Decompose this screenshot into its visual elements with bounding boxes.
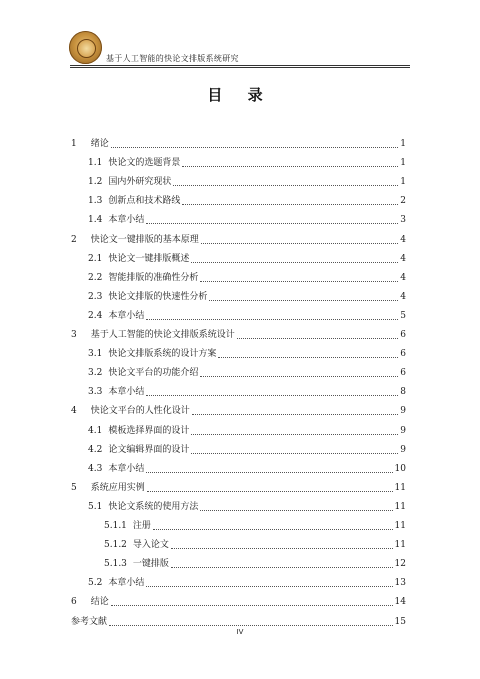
toc-entry-title: 参考文献 [71, 616, 108, 627]
toc-dot-leader [200, 375, 398, 377]
toc-entry-number: 2.3 [88, 291, 103, 302]
toc-dot-leader [171, 566, 393, 568]
toc-entry[interactable] [88, 309, 406, 323]
toc-dot-leader [192, 413, 399, 415]
toc-entry[interactable] [88, 213, 406, 227]
toc-dot-leader [237, 337, 399, 339]
toc-entry-page: 15 [394, 616, 406, 627]
toc-dot-leader [146, 585, 392, 587]
toc-entry-page: 3 [400, 215, 406, 226]
toc-entry-title: 快论文排版的快速性分析 [108, 291, 208, 302]
toc-entry[interactable] [88, 252, 406, 266]
toc-entry-page: 9 [400, 444, 406, 455]
toc-entry[interactable] [104, 557, 406, 571]
toc-entry[interactable] [71, 481, 406, 495]
toc-entry-number: 1.2 [88, 177, 103, 188]
toc-entry-number: 6 [71, 597, 77, 608]
toc-dot-leader [111, 604, 393, 606]
toc-entry-number: 5.1 [88, 501, 103, 512]
toc-entry-title: 结论 [90, 597, 109, 608]
toc-entry-title: 快论文排版系统的设计方案 [108, 349, 217, 360]
page-title: 目 录 [207, 86, 273, 104]
toc-entry-page: 11 [394, 540, 406, 551]
toc-entry-number: 1.4 [88, 215, 103, 226]
toc-dot-leader [171, 547, 393, 549]
toc-entry[interactable] [88, 347, 406, 361]
toc-entry-number: 2.2 [88, 272, 103, 283]
toc-dot-leader [191, 433, 398, 435]
toc-dot-leader [111, 146, 399, 148]
toc-entry-page: 11 [394, 521, 406, 531]
toc-entry-page: 12 [394, 559, 406, 570]
header-title: 基于人工智能的快论文排版系统研究 [106, 54, 239, 63]
toc-entry[interactable] [88, 175, 406, 189]
toc-entry-number: 2 [71, 234, 77, 245]
toc-dot-leader [200, 509, 392, 511]
toc-entry[interactable] [88, 194, 406, 208]
toc-entry-number: 5.1.1 [104, 521, 127, 531]
toc-entry[interactable] [88, 424, 406, 438]
toc-entry-title: 快论文系统的使用方法 [108, 501, 199, 512]
toc-entry-title: 快论文平台的功能介绍 [108, 368, 199, 379]
toc-entry-title: 基于人工智能的快论文排版系统设计 [90, 330, 235, 340]
toc-entry-page: 1 [400, 177, 406, 188]
toc-entry-title: 注册 [132, 521, 151, 531]
toc-entry-title: 系统应用实例 [90, 482, 145, 493]
toc-entry-number: 5.1.3 [104, 559, 127, 570]
toc-entry-title: 快论文平台的人性化设计 [90, 406, 190, 417]
toc-entry[interactable] [88, 271, 406, 285]
toc-entry[interactable] [71, 233, 406, 247]
toc-entry-number: 3.3 [88, 387, 103, 398]
toc-entry-title: 一键排版 [132, 559, 169, 570]
toc-entry-title: 本章小结 [108, 215, 145, 226]
toc-entry[interactable] [88, 385, 406, 399]
toc-entry[interactable] [88, 366, 406, 380]
toc-dot-leader [146, 394, 398, 396]
toc-dot-leader [200, 280, 398, 282]
toc-entry[interactable] [71, 328, 406, 342]
toc-entry-title: 快论文一键排版概述 [108, 253, 190, 264]
toc-entry-title: 论文编辑界面的设计 [108, 444, 190, 455]
toc-entry-number: 1.1 [88, 158, 103, 169]
toc-entry-page: 4 [400, 253, 406, 264]
toc-entry-number: 4.3 [88, 463, 103, 474]
toc-entry[interactable] [104, 538, 406, 552]
toc-entry-number: 5.1.2 [104, 540, 127, 551]
toc-entry-page: 4 [400, 272, 406, 283]
toc-entry-page: 4 [400, 234, 406, 245]
toc-dot-leader [146, 318, 398, 320]
toc-entry-page: 1 [400, 139, 406, 149]
toc-entry-number: 4.2 [88, 444, 103, 455]
toc-entry-title: 本章小结 [108, 387, 145, 398]
toc-entry-title: 导入论文 [132, 540, 169, 551]
toc-entry[interactable] [88, 443, 406, 457]
toc-entry-page: 14 [394, 597, 406, 608]
toc-entry[interactable] [88, 156, 406, 170]
toc-dot-leader [173, 184, 398, 186]
toc-dot-leader [182, 165, 398, 167]
toc-entry-number: 3.2 [88, 368, 103, 379]
toc-entry-number: 1.3 [88, 196, 103, 207]
toc-dot-leader [146, 471, 392, 473]
toc-entry-page: 6 [400, 349, 406, 360]
toc-entry[interactable] [88, 290, 406, 304]
toc-entry[interactable] [88, 462, 406, 476]
toc-dot-leader [191, 452, 398, 454]
toc-entry[interactable] [71, 404, 406, 418]
toc-entry-page: 4 [400, 291, 406, 302]
toc-dot-leader [153, 528, 393, 530]
toc-entry-title: 创新点和技术路线 [108, 196, 181, 207]
toc-entry-page: 1 [400, 158, 406, 169]
toc-dot-leader [218, 356, 398, 358]
toc-entry-title: 本章小结 [108, 310, 145, 321]
toc-entry-page: 11 [394, 482, 406, 493]
toc-entry-number: 4 [71, 406, 77, 417]
toc-entry-page: 13 [394, 578, 406, 589]
toc-entry[interactable] [71, 615, 406, 629]
toc-entry-title: 智能排版的准确性分析 [108, 272, 199, 283]
toc-entry-page: 2 [400, 196, 406, 207]
toc-dot-leader [109, 624, 393, 626]
toc-entry-number: 3.1 [88, 349, 103, 360]
toc-entry-number: 2.1 [88, 253, 103, 264]
toc-entry-number: 2.4 [88, 310, 103, 321]
toc-entry-page: 8 [400, 387, 406, 398]
toc-entry-page: 10 [394, 463, 406, 474]
toc-entry-title: 快论文一键排版的基本原理 [90, 234, 199, 245]
toc-entry-title: 快论文的选题背景 [108, 158, 181, 169]
toc-entry-title: 本章小结 [108, 578, 145, 589]
toc-entry[interactable] [88, 576, 406, 590]
toc-entry-page: 6 [400, 368, 406, 379]
toc-dot-leader [182, 203, 398, 205]
toc-entry[interactable] [88, 500, 406, 514]
toc-entry-number: 4.1 [88, 425, 103, 436]
toc-entry-page: 5 [400, 310, 406, 321]
toc-dot-leader [191, 261, 398, 263]
toc-entry-title: 绪论 [90, 139, 109, 149]
toc-entry-number: 5 [71, 482, 77, 493]
toc-entry-page: 9 [400, 425, 406, 436]
toc-dot-leader [209, 299, 398, 301]
toc-entry[interactable] [71, 137, 406, 151]
toc-dot-leader [147, 490, 393, 492]
toc-entry[interactable] [104, 519, 406, 533]
toc-entry-number: 1 [71, 139, 77, 149]
toc-entry-title: 国内外研究现状 [108, 177, 172, 188]
toc-entry-page: 9 [400, 406, 406, 417]
page-number: IV [236, 628, 244, 636]
toc-dot-leader [146, 222, 398, 224]
toc-entry[interactable] [71, 595, 406, 609]
toc-entry-number: 5.2 [88, 578, 103, 589]
toc-entry-title: 模板选择界面的设计 [108, 425, 190, 436]
toc-entry-title: 本章小结 [108, 463, 145, 474]
toc-entry-page: 6 [400, 330, 406, 340]
toc-entry-number: 3 [71, 330, 77, 340]
toc-dot-leader [201, 242, 399, 244]
toc-entry-page: 11 [394, 501, 406, 512]
